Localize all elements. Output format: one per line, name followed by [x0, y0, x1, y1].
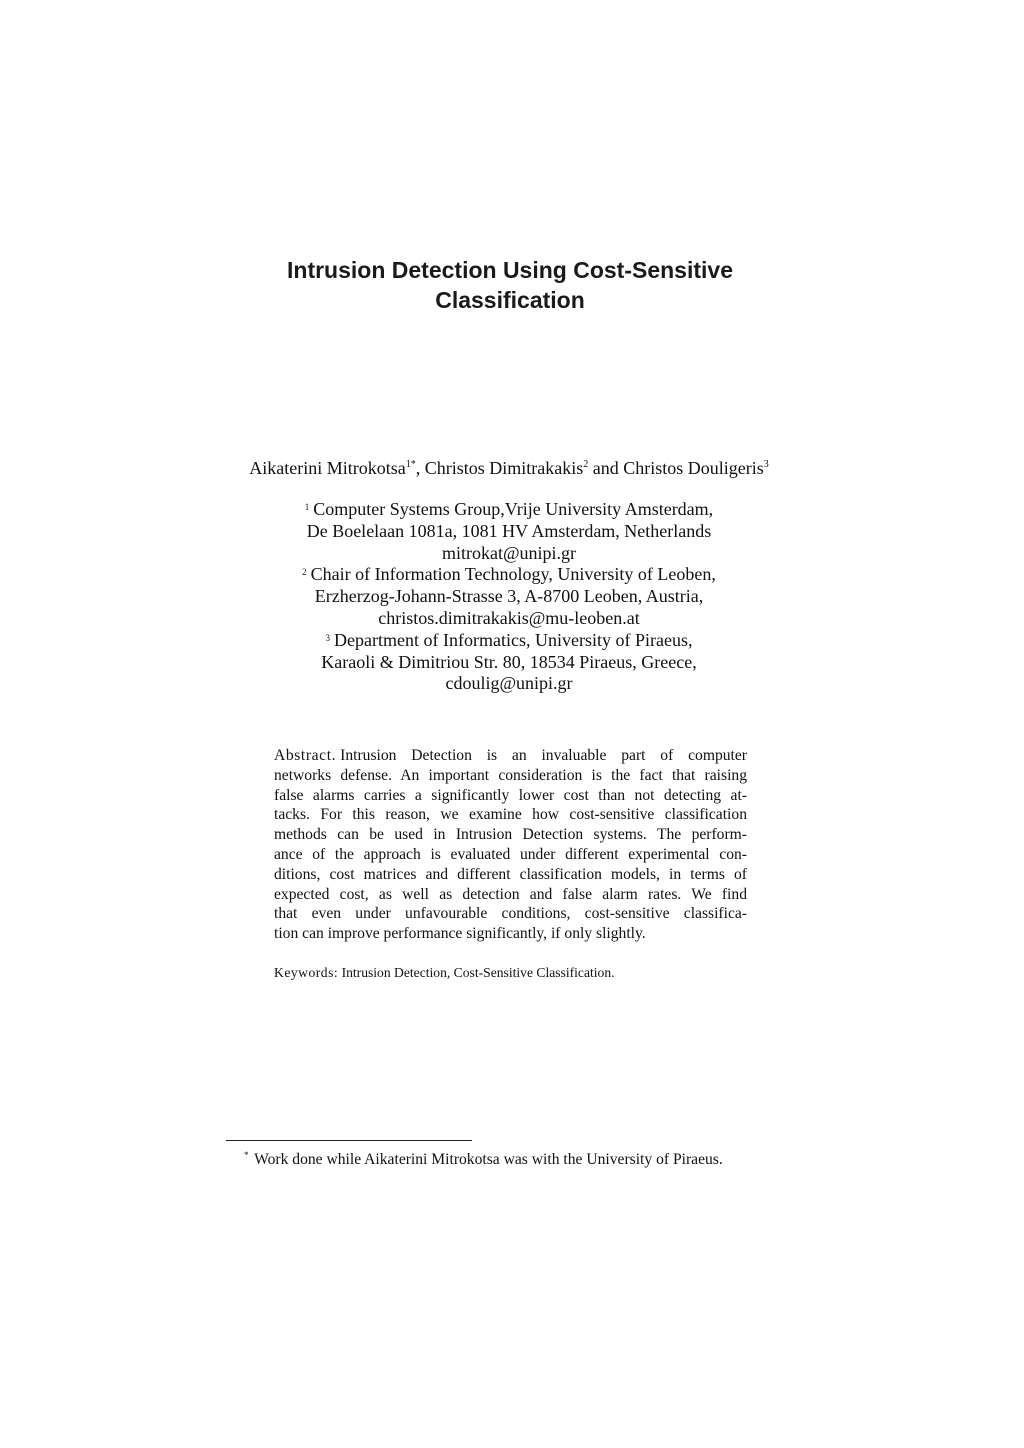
abstract-line: ance of the approach is evaluated under different experimental con- [274, 845, 747, 863]
affiliation-line [200, 630, 818, 652]
author-separator: and [588, 458, 624, 478]
paper-title [200, 255, 820, 315]
footnote-text: Work done while Aikaterini Mitrokotsa was with the University of Piraeus. [254, 1151, 723, 1168]
abstract [274, 746, 747, 944]
affiliation-text: Department of Informatics, University of Piraeus, [334, 629, 693, 650]
affiliation-number: 2 [302, 567, 307, 578]
affiliation-line: Karaoli & Dimitriou Str. 80, 18534 Piraeus, Greece, [321, 651, 697, 672]
abstract-line: expected cost, as well as detection and false alarm rates. We find [274, 885, 747, 903]
affiliation-email: christos.dimitrakakis@mu-leoben.at [378, 607, 640, 628]
paper-title-line-2: Classification [435, 287, 585, 313]
author-name: Aikaterini Mitrokotsa [249, 458, 406, 478]
author-affiliation-mark: 2 [583, 459, 589, 470]
abstract-line: tacks. For this reason, we examine how cost-sensitive classification [274, 806, 747, 824]
affiliation-line: De Boelelaan 1081a, 1081 HV Amsterdam, Netherlands [306, 520, 712, 541]
abstract-line: that even under unfavourable conditions, cost-sensitive classifica- [274, 905, 747, 923]
affiliation-text: Computer Systems Group,Vrije University Amsterdam, [313, 499, 714, 519]
affiliation-block [200, 499, 818, 695]
affiliation-number: 1 [304, 502, 310, 512]
keywords [274, 964, 747, 982]
abstract-line: networks defense. An important consideration is the fact that raising [274, 766, 747, 784]
abstract-line: ditions, cost matrices and different classification models, in terms of [274, 865, 747, 883]
affiliation-number: 3 [325, 632, 331, 643]
author-name: Christos Dimitrakakis [424, 458, 584, 478]
footnote-divider [226, 1140, 472, 1141]
abstract-line [274, 746, 747, 766]
affiliation-line [200, 564, 818, 586]
keywords-label: Keywords: [274, 965, 339, 980]
affiliation-line: Erzherzog-Johann-Strasse 3, A-8700 Leoben, Austria, [314, 586, 704, 607]
affiliation-email: cdoulig@unipi.gr [445, 673, 573, 694]
affiliation-email: mitrokat@unipi.gr [441, 542, 577, 563]
abstract-text: Intrusion Detection is an invaluable part of computer [340, 747, 747, 764]
keywords-text: Intrusion Detection, Cost-Sensitive Classification. [341, 965, 615, 980]
abstract-line: tion can improve performance significantly, if only slightly. [274, 925, 646, 943]
author-list [150, 456, 868, 480]
author-name: Christos Douligeris [623, 458, 764, 478]
author-affiliation-mark: 3 [763, 459, 769, 470]
paper-title-line-1: Intrusion Detection Using Cost-Sensitive [287, 257, 733, 283]
footnote-mark: * [244, 1150, 249, 1160]
author-affiliation-mark: 1* [405, 459, 416, 470]
author-separator: , [415, 458, 425, 478]
abstract-label: Abstract. [274, 747, 337, 764]
affiliation-line [200, 499, 818, 521]
abstract-line: false alarms carries a significantly lower cost than not detecting at- [274, 786, 747, 804]
affiliation-text: Chair of Information Technology, University of Leoben, [310, 564, 716, 585]
footnote [244, 1150, 723, 1170]
abstract-line: methods can be used in Intrusion Detection systems. The perform- [274, 826, 747, 844]
